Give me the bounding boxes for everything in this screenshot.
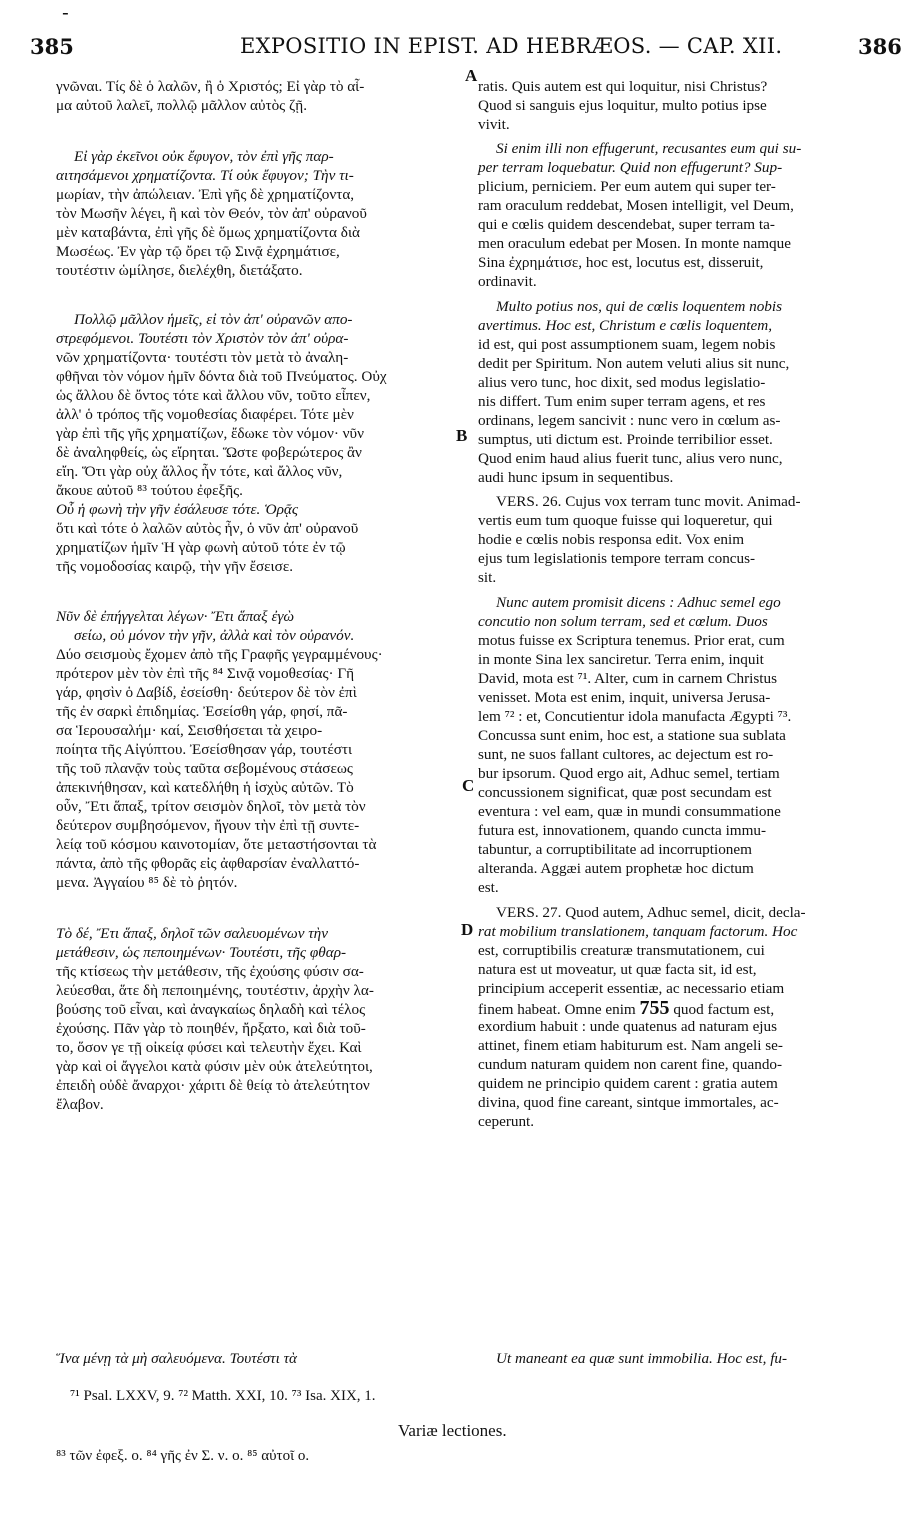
latin-line: venisset. Mota est enim, inquit, universa Jerusa-: [478, 689, 771, 706]
latin-line: id est, qui post assumptionem suam, legem nobis: [478, 336, 776, 353]
latin-line: VERS. 26. Cujus vox terram tunc movit. Animad-: [496, 493, 801, 510]
page-number-right: 386: [858, 34, 902, 59]
greek-line: στρεφόμενοι. Τουτέστι τὸν Χριστὸν τὸν ἀπ' οὐρα-: [56, 330, 349, 347]
latin-line: est, corruptibilis creaturæ transmutationem, cui: [478, 942, 765, 959]
greek-line: ὅτι καὶ τότε ὁ λαλῶν αὐτὸς ἦν, ὁ νῦν ἀπ' οὐρανοῦ: [56, 520, 359, 537]
latin-line: rat mobilium translationem, tanquam factorum. Hoc: [478, 923, 798, 940]
latin-line: attinet, finem etiam habiturum est. Nam angeli se-: [478, 1037, 783, 1054]
latin-line: in monte Sina lex sanciretur. Terra enim, inquit: [478, 651, 764, 668]
greek-line: τῆς κτίσεως τὴν μετάθεσιν, τῆς ἐχούσης φύσιν σα-: [56, 963, 364, 980]
greek-line: γὰρ καὶ οἱ ἄγγελοι κατὰ φύσιν μὲν οὐκ ἀτελεύτητοι,: [56, 1058, 373, 1075]
footnotes: ⁷¹ Psal. LXXV, 9. ⁷² Matth. XXI, 10. ⁷³ Isa. XIX, 1.: [70, 1388, 376, 1404]
latin-line: concussionem significat, quæ post secundam est: [478, 784, 772, 801]
top-mark: -: [62, 0, 69, 24]
greek-line: τὸν Μωσῆν λέγει, ἢ καὶ τὸν Θεόν, τὸν ἀπ' οὐρανοῦ: [56, 205, 367, 222]
greek-line: το, ὅσον γε τῇ οἰκείᾳ φύσει καὶ τελευτὴν ἔχει. Καὶ: [56, 1039, 362, 1056]
greek-line: Μωσέως. Ἐν γὰρ τῷ ὄρει τῷ Σινᾷ ἐχρημάτισε,: [56, 243, 340, 260]
greek-line: ἀπεκινήθησαν, καὶ κατεδλήθη ἡ ἰσχὺς αὐτῶν. Τὸ: [56, 779, 354, 796]
greek-line: μενα. Ἀγγαίου ⁸⁵ δὲ τὸ ῥητόν.: [56, 874, 238, 891]
latin-line: ceperunt.: [478, 1113, 535, 1130]
latin-line: vivit.: [478, 116, 510, 133]
greek-line: Οὗ ἡ φωνὴ τὴν γῆν ἐσάλευσε τότε. Ὁρᾷς: [56, 501, 298, 518]
latin-line-text: finem habeat. Omne enim: [478, 1001, 636, 1018]
latin-line: hodie e cœlis nobis responsa edit. Vox enim: [478, 531, 745, 548]
latin-line: exordium habuit : unde quatenus ad naturam ejus: [478, 1018, 778, 1035]
latin-line: sumptus, uti dictum est. Proinde terribilior esset.: [478, 431, 773, 448]
latin-line: David, mota est ⁷¹. Alter, cum in carnem Christus: [478, 670, 778, 687]
latin-line: per terram loquebatur. Quid non effugerunt? Sup-: [478, 159, 783, 176]
greek-line: Τὸ δέ, Ἔτι ἅπαξ, δηλοῖ τῶν σαλευομένων τὴν: [56, 925, 328, 942]
latin-line: cundum naturam quidem non carent fine, quando-: [478, 1056, 783, 1073]
latin-line: tabuntur, a corruptibilitate ad incorruptionem: [478, 841, 752, 858]
variant-readings: ⁸³ τῶν ἐφεξ. ο. ⁸⁴ γῆς ἐν Σ. ν. ο. ⁸⁵ αὐτοῖ ο.: [56, 1448, 310, 1464]
latin-line: Multo potius nos, qui de cœlis loquentem nobis: [496, 298, 783, 315]
greek-line: μα αὐτοῦ λαλεῖ, πολλῷ μᾶλλον αὐτὸς ζῇ.: [56, 97, 308, 114]
greek-line: βούσης τοῦ εἶναι, καὶ ἀναγκαίως δηλαδὴ καὶ τέλος: [56, 1001, 366, 1018]
margin-marker-b: B: [456, 426, 468, 445]
greek-line: Δύο σεισμοὺς ἔχομεν ἀπὸ τῆς Γραφῆς γεγραμμένους·: [56, 646, 383, 663]
greek-line: δὲ ἀναληφθείς, ὡς εἴρηται. Ὥστε φοβερώτερος ἂν: [56, 444, 362, 461]
latin-line: bur ipsorum. Quod ergo ait, Adhuc semel, tertiam: [478, 765, 780, 782]
margin-marker-d: D: [461, 920, 474, 939]
latin-line: alteranda. Aggæi autem prophetæ hoc dictum: [478, 860, 754, 877]
greek-line: ἄκουε αὐτοῦ ⁸³ τούτου ἐφεξῆς.: [56, 482, 243, 499]
latin-line: ejus tum legislationis tempore terram concus-: [478, 550, 756, 567]
latin-line: men oraculum edebat per Mosen. In monte namque: [478, 235, 791, 252]
latin-line: plicium, perniciem. Per eum autem qui super ter-: [478, 178, 776, 195]
greek-line: γὰρ ἐπὶ τῆς γῆς χρηματίζων, ἔδωκε τὸν νόμον· νῦν: [56, 425, 364, 442]
column-number: 755: [639, 997, 670, 1019]
running-title: EXPOSITIO IN EPIST. AD HEBRÆOS. — CAP. XII.: [240, 34, 783, 58]
latin-line: VERS. 27. Quod autem, Adhuc semel, dicit, decla-: [496, 904, 806, 921]
latin-line: ordinans, legem sancivit : nunc vero in cœlum as-: [478, 412, 781, 429]
greek-line: Πολλῷ μᾶλλον ἡμεῖς, εἰ τὸν ἀπ' οὐρανῶν απο-: [74, 311, 353, 328]
margin-marker-a: A: [465, 66, 478, 85]
latin-line: futura est, innovationem, quando cuncta immu-: [478, 822, 767, 839]
greek-column: [56, 0, 461, 1400]
varia-lectiones-title: Variæ lectiones.: [398, 1421, 507, 1440]
latin-line: ordinavit.: [478, 273, 537, 290]
greek-line: Εἰ γὰρ ἐκεῖνοι οὐκ ἔφυγον, τὸν ἐπὶ γῆς παρ-: [74, 148, 334, 165]
greek-line: ἐχούσης. Πᾶν γὰρ τὸ ποιηθέν, ἤρξατο, καὶ διὰ τοῦ-: [56, 1020, 366, 1037]
latin-line: Ut maneant ea quæ sunt immobilia. Hoc est, fu-: [496, 1350, 788, 1367]
greek-line: τουτέστιν ὡμίλησε, διελέχθη, διετάξατο.: [56, 262, 303, 279]
greek-line: ποίητα τῆς Αἰγύπτου. Ἐσείσθησαν γάρ, τουτέστι: [56, 741, 353, 758]
greek-line: γάρ, φησὶν ὁ Δαβίδ, ἐσείσθη· δεύτερον δὲ τὸν ἐπὶ: [56, 684, 357, 701]
latin-line: concutio non solum terram, sed et cœlum. Duos: [478, 613, 768, 630]
greek-line: εἴη. Ὅτι γὰρ οὐχ ἄλλος ἦν τότε, καὶ ἄλλος νῦν,: [56, 463, 343, 480]
latin-line: Sina ἐχρημάτισε, hoc est, locutus est, disseruit,: [478, 254, 764, 271]
greek-line: πρότερον μὲν τὸν ἐπὶ τῆς ⁸⁴ Σινᾷ νομοθεσίας· Γῆ: [56, 665, 355, 682]
latin-line: sunt, ne suos fallant cultores, ac dejectum est ro-: [478, 746, 774, 763]
latin-line: natura est ut moveatur, ut quæ facta sit, id est,: [478, 961, 757, 978]
latin-line-continuation: quod factum est,: [673, 1001, 775, 1018]
latin-line: avertimus. Hoc est, Christum e cœlis loquentem,: [478, 317, 773, 334]
latin-column: [478, 0, 898, 1400]
latin-line: Quod si sanguis ejus loquitur, multo potius ipse: [478, 97, 767, 114]
latin-line: lem ⁷² : et, Concutientur idola manufacta Ægypti ⁷³.: [478, 708, 792, 725]
latin-line: Si enim illi non effugerunt, recusantes eum qui su-: [496, 140, 802, 157]
latin-line: ratis. Quis autem est qui loquitur, nisi Christus?: [478, 78, 768, 95]
greek-line: τῆς τοῦ πλανᾷν τοὺς ταῦτα σεβομένους στάσεως: [56, 760, 353, 777]
latin-line: sit.: [478, 569, 497, 586]
page-number-left: 385: [30, 34, 74, 59]
greek-line: λεύεσθαι, ἅτε δὴ πεποιημένης, τουτέστιν, ἀρχὴν λα-: [56, 982, 374, 999]
latin-line: vertis eum tum quoque fuisse qui loqueretur, qui: [478, 512, 773, 529]
latin-line: est.: [478, 879, 499, 896]
greek-line: σα Ἱερουσαλήμ· καί, Σεισθήσεται τὰ χειρο-: [56, 722, 323, 739]
latin-line: quidem ne principio quidem carent : gratia autem: [478, 1075, 778, 1092]
latin-line: alius vero tunc, hoc dixit, sed modus legislatio-: [478, 374, 766, 391]
greek-line: δεύτερον συμβησόμενον, ἤγουν τὴν ἐπὶ τῇ συντε-: [56, 817, 360, 834]
greek-line: φθῆναι τὸν νόμον ἡμῖν δόντα διὰ τοῦ Πνεύματος. Οὐχ: [56, 368, 387, 385]
greek-line: ὡς ἄλλου δὲ ὄντος τότε καὶ ἄλλου νῦν, τοῦτο εἶπεν,: [56, 387, 371, 404]
greek-line: ἔλαβον.: [56, 1096, 104, 1113]
latin-line: qui e cœlis quidem descendebat, super terram ta-: [478, 216, 775, 233]
greek-line: τῆς ἐν σαρκὶ ἐπιδημίας. Ἐσείσθη γάρ, φησί, πᾶ-: [56, 703, 348, 720]
greek-line: νῶν χρηματίζοντα· τουτέστι τὸν μετὰ τὸ ἀναλη-: [56, 349, 349, 366]
greek-line: γνῶναι. Τίς δὲ ὁ λαλῶν, ἢ ὁ Χριστός; Εἰ γὰρ τὸ αἷ-: [56, 78, 365, 95]
greek-line: σείω, οὐ μόνον τὴν γῆν, ἀλλὰ καὶ τὸν οὐρανόν.: [74, 627, 355, 644]
latin-line: dedit per Spiritum. Non autem veluti alius sit nunc,: [478, 355, 790, 372]
greek-line: ἀλλ' ὁ τρόπος τῆς νομοθεσίας διαφέρει. Τότε μὲν: [56, 406, 354, 423]
greek-line: μετάθεσιν, ὡς πεποιημένων· Τουτέστι, τῆς φθαρ-: [56, 944, 347, 961]
greek-line: πάντα, ἀπὸ τῆς φθορᾶς εἰς ἀφθαρσίαν ἐναλλαττό-: [56, 855, 360, 872]
latin-line: principium acceperit essentiæ, ac necessario etiam: [478, 980, 785, 997]
greek-line: Νῦν δὲ ἐπήγγελται λέγων· Ἔτι ἅπαξ ἐγὼ: [56, 608, 295, 625]
greek-line: μωρίαν, τὴν ἀπώλειαν. Ἐπὶ γῆς δὲ χρηματίζοντα,: [56, 186, 355, 203]
latin-line: divina, quod fine careant, sintque immortales, ac-: [478, 1094, 779, 1111]
latin-line: Concussa sunt enim, hoc est, a statione sua sublata: [478, 727, 786, 744]
greek-line: λείᾳ τοῦ κόσμου καινοτομίαν, ὅτε μεταστήσονται τὰ: [56, 836, 377, 853]
greek-line: μὲν καταβάντα, ἐπὶ γῆς δὲ ὅμως χρηματίζοντα διὰ: [56, 224, 360, 241]
greek-line: οὖν, Ἔτι ἅπαξ, τρίτον σεισμὸν δηλοῖ, τὸν μετὰ τὸν: [56, 798, 366, 815]
latin-line: ram oraculum reddebat, Mosen intelligit, vel Deum,: [478, 197, 794, 214]
greek-line: χρηματίζων ἡμῖν Ἡ γὰρ φωνὴ αὐτοῦ τότε ἐν τῷ: [56, 539, 346, 556]
greek-line: αιτησάμενοι χρηματίζοντα. Τί οὐκ ἔφυγον; Τὴν τι-: [56, 167, 354, 184]
greek-line: τῆς νομοδοσίας καιρῷ, τὴν γῆν ἔσεισε.: [56, 558, 293, 575]
latin-line: nis differt. Tum enim super terram agens, et res: [478, 393, 766, 410]
margin-marker-c: C: [462, 776, 475, 795]
latin-line: audi hunc ipsum in sequentibus.: [478, 469, 674, 486]
greek-line: Ἵνα μένῃ τὰ μὴ σαλευόμενα. Τουτέστι τὰ: [56, 1350, 298, 1367]
latin-line: Quod enim haud alius fuerit tunc, alius vero nunc,: [478, 450, 783, 467]
latin-line: Nunc autem promisit dicens : Adhuc semel ego: [496, 594, 781, 611]
greek-line: ἐπειδὴ οὐδὲ ἄναρχοι· χάριτι δὲ θείᾳ τὸ ἀτελεύτητον: [56, 1077, 370, 1094]
latin-line: motus fuisse ex Scriptura tenemus. Prior erat, cum: [478, 632, 785, 649]
latin-line-755: [478, 999, 774, 1020]
latin-line: eventura : vel eam, quæ in mundi consummatione: [478, 803, 781, 820]
